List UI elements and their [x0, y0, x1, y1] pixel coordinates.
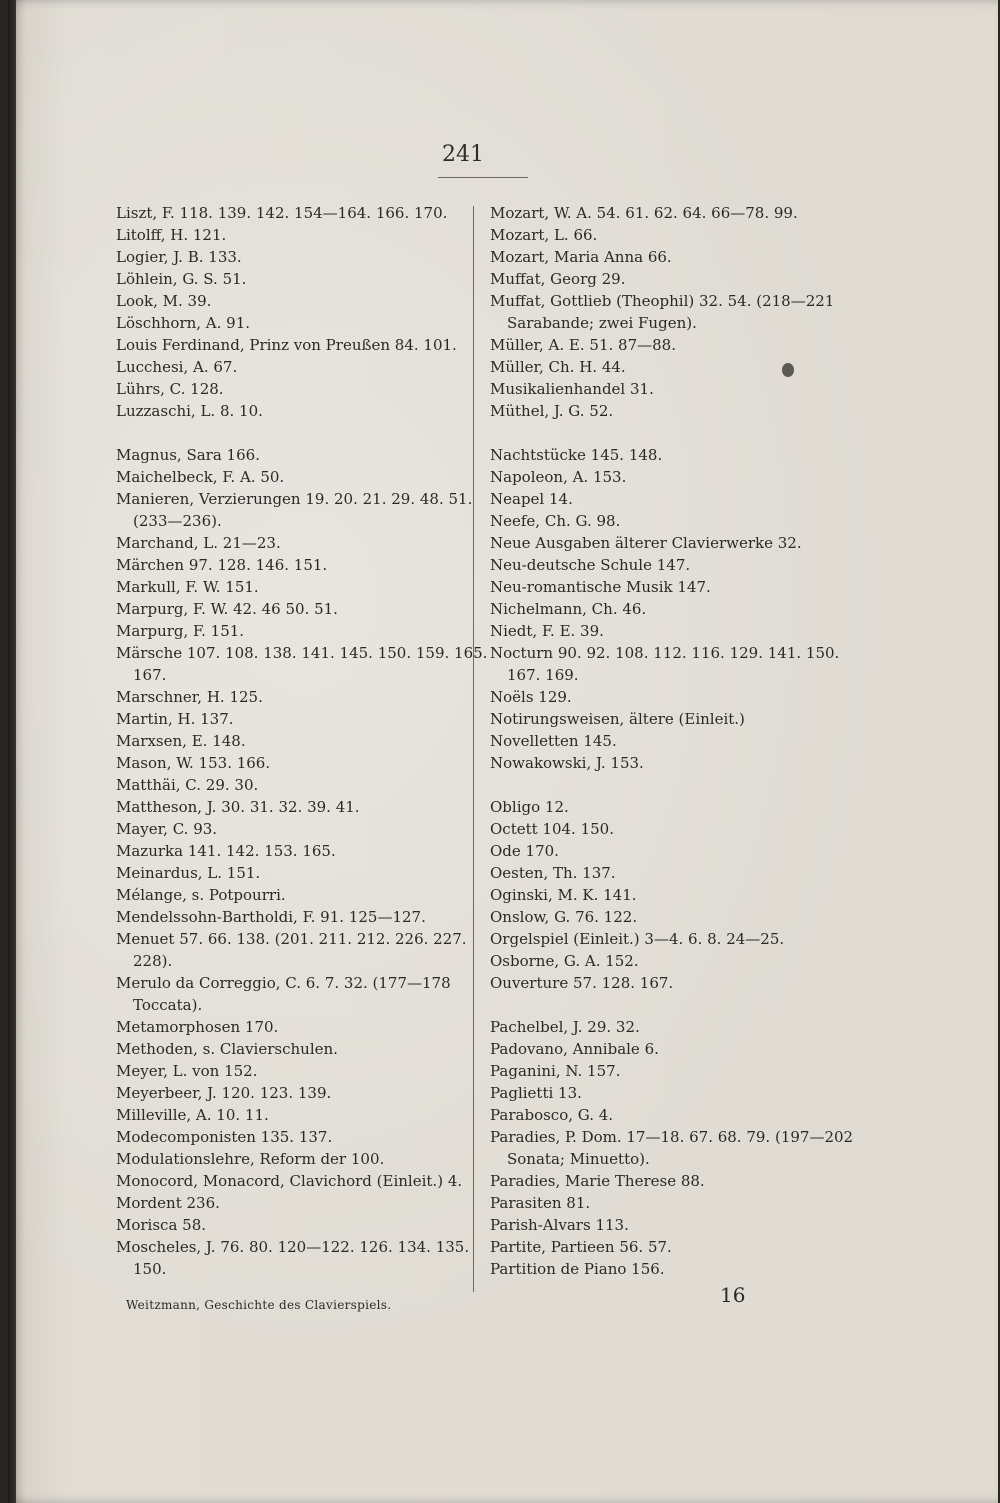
index-entry: Look, M. 39.	[116, 292, 212, 310]
section-gap	[116, 422, 476, 444]
index-entry: Paradies, P. Dom. 17—18. 67. 68. 79. (197—202 Sonata; Minuetto).	[490, 1128, 854, 1168]
index-entry: Noëls 129.	[490, 688, 572, 706]
index-entry: Mozart, W. A. 54. 61. 62. 64. 66—78. 99.	[490, 204, 798, 222]
index-entry: Notirungsweisen, ältere (Einleit.)	[490, 710, 745, 728]
index-entry: Manieren, Verzierungen 19. 20. 21. 29. 48. 51. (233—236).	[116, 490, 473, 530]
section-gap	[490, 422, 850, 444]
index-entry: Oginski, M. K. 141.	[490, 886, 637, 904]
index-entry: Orgelspiel (Einleit.) 3—4. 6. 8. 24—25.	[490, 930, 785, 948]
index-entry: Paganini, N. 157.	[490, 1062, 621, 1080]
header-rule	[438, 177, 528, 178]
index-entry: Maichelbeck, F. A. 50.	[116, 468, 285, 486]
index-entry: Liszt, F. 118. 139. 142. 154—164. 166. 170.	[116, 204, 448, 222]
index-entry: Niedt, F. E. 39.	[490, 622, 604, 640]
index-entry: Marpurg, F. W. 42. 46 50. 51.	[116, 600, 338, 618]
index-entry: Napoleon, A. 153.	[490, 468, 627, 486]
index-entry: Menuet 57. 66. 138. (201. 211. 212. 226. 227. 228).	[116, 930, 467, 970]
index-entry: Nowakowski, J. 153.	[490, 754, 644, 772]
index-entry: Ouverture 57. 128. 167.	[490, 974, 674, 992]
index-entry: Müller, A. E. 51. 87—88.	[490, 336, 676, 354]
page-number: 241	[442, 142, 484, 167]
index-entry: Mélange, s. Potpourri.	[116, 886, 286, 904]
index-entry: Methoden, s. Clavierschulen.	[116, 1040, 338, 1058]
index-entry: Matthäi, C. 29. 30.	[116, 776, 259, 794]
index-entry: Müller, Ch. H. 44.	[490, 358, 626, 376]
index-entry: Moscheles, J. 76. 80. 120—122. 126. 134. 135. 150.	[116, 1238, 470, 1278]
index-entry: Meyer, L. von 152.	[116, 1062, 258, 1080]
index-entry: Märchen 97. 128. 146. 151.	[116, 556, 328, 574]
signature-line: Weitzmann, Geschichte des Clavierspiels.	[126, 1298, 392, 1312]
index-entry: Milleville, A. 10. 11.	[116, 1106, 269, 1124]
index-entry: Markull, F. W. 151.	[116, 578, 259, 596]
index-entry: Musikalienhandel 31.	[490, 380, 654, 398]
index-entry: Muffat, Georg 29.	[490, 270, 626, 288]
index-entry: Martin, H. 137.	[116, 710, 234, 728]
index-entry: Osborne, G. A. 152.	[490, 952, 639, 970]
index-entry: Mason, W. 153. 166.	[116, 754, 271, 772]
index-entry: Morisca 58.	[116, 1216, 207, 1234]
index-entry: Mozart, Maria Anna 66.	[490, 248, 672, 266]
index-entry: Merulo da Correggio, C. 6. 7. 32. (177—178 Toccata).	[116, 974, 451, 1014]
index-entry: Neefe, Ch. G. 98.	[490, 512, 621, 530]
index-entry: Mazurka 141. 142. 153. 165.	[116, 842, 336, 860]
index-entry: Meyerbeer, J. 120. 123. 139.	[116, 1084, 332, 1102]
index-entry: Nocturn 90. 92. 108. 112. 116. 129. 141. 150. 167. 169.	[490, 644, 840, 684]
index-entry: Lucchesi, A. 67.	[116, 358, 238, 376]
index-entry: Paradies, Marie Therese 88.	[490, 1172, 705, 1190]
index-entry: Mozart, L. 66.	[490, 226, 598, 244]
index-entry: Müthel, J. G. 52.	[490, 402, 614, 420]
index-entry: Mordent 236.	[116, 1194, 220, 1212]
index-entry: Mendelssohn-Bartholdi, F. 91. 125—127.	[116, 908, 426, 926]
index-entry: Neapel 14.	[490, 490, 573, 508]
index-entry: Partition de Piano 156.	[490, 1260, 665, 1278]
index-entry: Monocord, Monacord, Clavichord (Einleit.) 4.	[116, 1172, 463, 1190]
index-entry: Pachelbel, J. 29. 32.	[490, 1018, 640, 1036]
index-entry: Octett 104. 150.	[490, 820, 614, 838]
index-entry: Muffat, Gottlieb (Theophil) 32. 54. (218—221 Sarabande; zwei Fugen).	[490, 292, 835, 332]
index-entry: Marxsen, E. 148.	[116, 732, 246, 750]
index-entry: Märsche 107. 108. 138. 141. 145. 150. 159. 165. 167.	[116, 644, 488, 684]
index-entry: Neu-deutsche Schule 147.	[490, 556, 691, 574]
index-entry: Löschhorn, A. 91.	[116, 314, 251, 332]
index-right-column	[490, 202, 854, 1280]
index-entry: Nichelmann, Ch. 46.	[490, 600, 647, 618]
index-entry: Novelletten 145.	[490, 732, 617, 750]
index-entry: Parasiten 81.	[490, 1194, 591, 1212]
index-entry: Marpurg, F. 151.	[116, 622, 245, 640]
index-entry: Mayer, C. 93.	[116, 820, 218, 838]
index-entry: Parish-Alvars 113.	[490, 1216, 629, 1234]
index-entry: Modecomponisten 135. 137.	[116, 1128, 333, 1146]
index-entry: Nachtstücke 145. 148.	[490, 446, 663, 464]
index-entry: Parabosco, G. 4.	[490, 1106, 614, 1124]
index-entry: Mattheson, J. 30. 31. 32. 39. 41.	[116, 798, 360, 816]
index-entry: Partite, Partieen 56. 57.	[490, 1238, 672, 1256]
index-left-column	[116, 202, 488, 1280]
index-entry: Paglietti 13.	[490, 1084, 582, 1102]
section-gap	[490, 774, 850, 796]
index-entry: Neu-romantische Musik 147.	[490, 578, 711, 596]
index-entry: Metamorphosen 170.	[116, 1018, 279, 1036]
index-entry: Lührs, C. 128.	[116, 380, 224, 398]
ink-spot	[782, 363, 794, 377]
index-entry: Logier, J. B. 133.	[116, 248, 242, 266]
index-entry: Oesten, Th. 137.	[490, 864, 616, 882]
index-entry: Luzzaschi, L. 8. 10.	[116, 402, 263, 420]
index-entry: Obligo 12.	[490, 798, 569, 816]
index-entry: Magnus, Sara 166.	[116, 446, 260, 464]
index-entry: Litolff, H. 121.	[116, 226, 227, 244]
book-page	[8, 0, 998, 1503]
index-entry: Marchand, L. 21—23.	[116, 534, 281, 552]
index-entry: Marschner, H. 125.	[116, 688, 263, 706]
page-edge	[8, 0, 16, 1503]
signature-mark: 16	[720, 1283, 746, 1307]
index-entry: Meinardus, L. 151.	[116, 864, 261, 882]
index-entry: Modulationslehre, Reform der 100.	[116, 1150, 385, 1168]
index-entry: Louis Ferdinand, Prinz von Preußen 84. 101.	[116, 336, 457, 354]
section-gap	[490, 994, 850, 1016]
index-entry: Ode 170.	[490, 842, 559, 860]
index-entry: Neue Ausgaben älterer Clavierwerke 32.	[490, 534, 802, 552]
index-entry: Onslow, G. 76. 122.	[490, 908, 638, 926]
index-entry: Löhlein, G. S. 51.	[116, 270, 247, 288]
index-entry: Padovano, Annibale 6.	[490, 1040, 659, 1058]
